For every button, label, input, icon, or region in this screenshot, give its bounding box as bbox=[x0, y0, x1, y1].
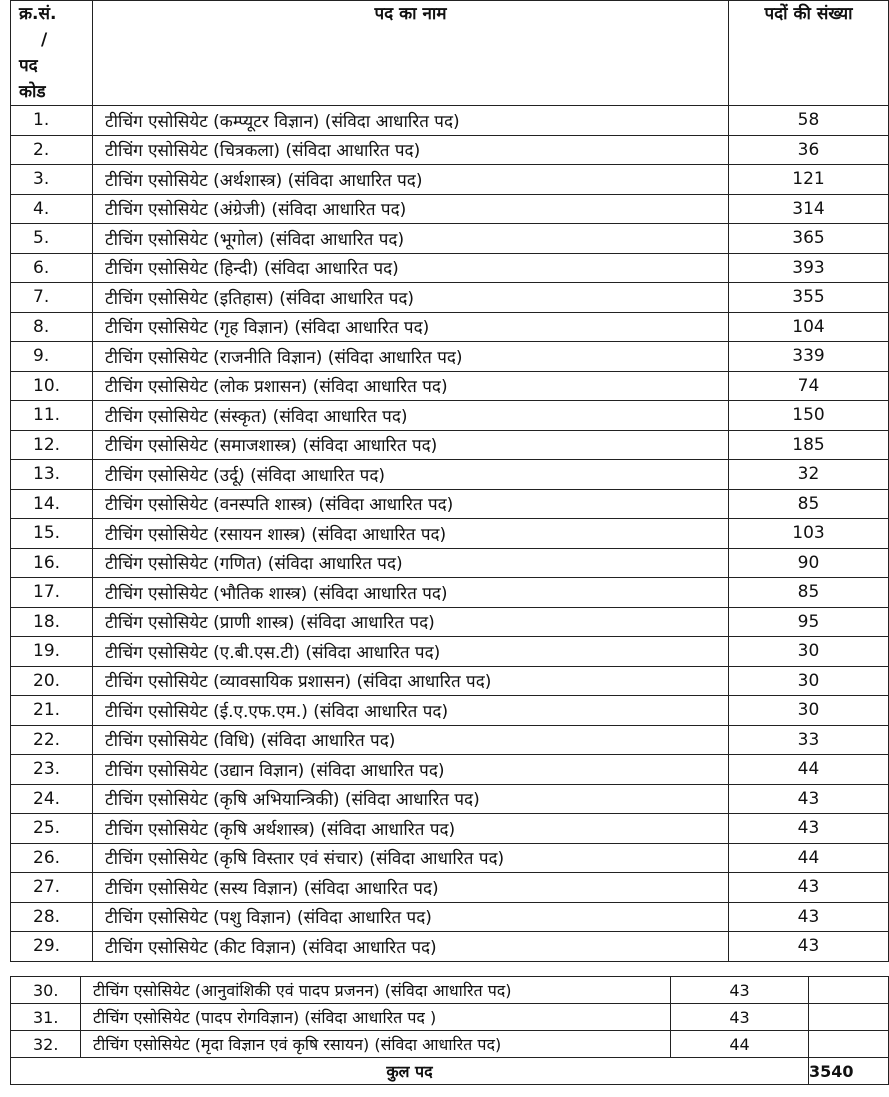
row-post-name: टीचिंग एसोसियेट (कृषि अर्थशास्त्र) (संविदा आधारित पद) bbox=[93, 814, 729, 844]
table-row bbox=[11, 460, 889, 490]
row-post-name: टीचिंग एसोसियेट (प्राणी शास्त्र) (संविदा आधारित पद) bbox=[93, 607, 729, 637]
row-post-count: 339 bbox=[729, 342, 889, 372]
row-serial-number: 31. bbox=[11, 1004, 81, 1031]
table-row bbox=[11, 607, 889, 637]
row-post-count: 44 bbox=[729, 755, 889, 785]
row-empty-cell bbox=[809, 1004, 889, 1031]
row-post-name: टीचिंग एसोसियेट (उर्दू) (संविदा आधारित पद) bbox=[93, 460, 729, 490]
row-serial-number: 9. bbox=[11, 342, 93, 372]
header-serial-code bbox=[11, 1, 93, 106]
row-serial-number: 3. bbox=[11, 165, 93, 195]
row-post-count: 85 bbox=[729, 578, 889, 608]
row-serial-number: 13. bbox=[11, 460, 93, 490]
row-post-count: 43 bbox=[729, 784, 889, 814]
table-row bbox=[11, 977, 889, 1004]
table-row bbox=[11, 253, 889, 283]
row-serial-number: 32. bbox=[11, 1031, 81, 1058]
row-serial-number: 2. bbox=[11, 135, 93, 165]
table-row bbox=[11, 784, 889, 814]
row-post-count: 30 bbox=[729, 637, 889, 667]
row-serial-number: 28. bbox=[11, 902, 93, 932]
row-post-name: टीचिंग एसोसियेट (गणित) (संविदा आधारित पद) bbox=[93, 548, 729, 578]
row-post-name: टीचिंग एसोसियेट (कम्प्यूटर विज्ञान) (संविदा आधारित पद) bbox=[93, 106, 729, 136]
row-serial-number: 23. bbox=[11, 755, 93, 785]
row-serial-number: 18. bbox=[11, 607, 93, 637]
row-post-count: 121 bbox=[729, 165, 889, 195]
row-serial-number: 14. bbox=[11, 489, 93, 519]
row-serial-number: 5. bbox=[11, 224, 93, 254]
header-serial-line: पद bbox=[19, 56, 38, 76]
table-row bbox=[11, 194, 889, 224]
row-post-count: 58 bbox=[729, 106, 889, 136]
header-serial-line: क्र.सं. bbox=[19, 4, 57, 24]
table-row bbox=[11, 814, 889, 844]
row-post-name: टीचिंग एसोसियेट (कृषि अभियान्त्रिकी) (संविदा आधारित पद) bbox=[93, 784, 729, 814]
row-serial-number: 27. bbox=[11, 873, 93, 903]
row-serial-number: 20. bbox=[11, 666, 93, 696]
row-post-count: 43 bbox=[671, 1004, 809, 1031]
row-post-name: टीचिंग एसोसियेट (वनस्पति शास्त्र) (संविदा आधारित पद) bbox=[93, 489, 729, 519]
table-row bbox=[11, 1031, 889, 1058]
header-post-name: पद का नाम bbox=[93, 1, 729, 106]
table-row bbox=[11, 932, 889, 962]
row-post-name: टीचिंग एसोसियेट (अंग्रेजी) (संविदा आधारित पद) bbox=[93, 194, 729, 224]
row-post-count: 32 bbox=[729, 460, 889, 490]
table-row bbox=[11, 489, 889, 519]
row-post-count: 43 bbox=[671, 977, 809, 1004]
row-post-name: टीचिंग एसोसियेट (चित्रकला) (संविदा आधारित पद) bbox=[93, 135, 729, 165]
row-post-count: 74 bbox=[729, 371, 889, 401]
posts-table-continued bbox=[10, 976, 889, 1085]
row-serial-number: 19. bbox=[11, 637, 93, 667]
row-post-count: 44 bbox=[729, 843, 889, 873]
row-post-name: टीचिंग एसोसियेट (हिन्दी) (संविदा आधारित पद) bbox=[93, 253, 729, 283]
row-post-name: टीचिंग एसोसियेट (मृदा विज्ञान एवं कृषि रसायन) (संविदा आधारित पद) bbox=[81, 1031, 671, 1058]
row-post-count: 43 bbox=[729, 902, 889, 932]
table-row bbox=[11, 843, 889, 873]
row-serial-number: 15. bbox=[11, 519, 93, 549]
row-post-count: 314 bbox=[729, 194, 889, 224]
row-post-count: 43 bbox=[729, 873, 889, 903]
row-post-name: टीचिंग एसोसियेट (इतिहास) (संविदा आधारित पद) bbox=[93, 283, 729, 313]
row-post-count: 103 bbox=[729, 519, 889, 549]
row-post-count: 85 bbox=[729, 489, 889, 519]
table-header-row bbox=[11, 1, 889, 106]
row-serial-number: 8. bbox=[11, 312, 93, 342]
row-post-name: टीचिंग एसोसियेट (पादप रोगविज्ञान) (संविदा आधारित पद ) bbox=[81, 1004, 671, 1031]
table-row bbox=[11, 725, 889, 755]
row-post-name: टीचिंग एसोसियेट (कृषि विस्तार एवं संचार) (संविदा आधारित पद) bbox=[93, 843, 729, 873]
row-serial-number: 7. bbox=[11, 283, 93, 313]
row-post-name: टीचिंग एसोसियेट (भूगोल) (संविदा आधारित पद) bbox=[93, 224, 729, 254]
row-post-count: 44 bbox=[671, 1031, 809, 1058]
row-post-count: 43 bbox=[729, 932, 889, 962]
row-empty-cell bbox=[809, 1031, 889, 1058]
header-post-count: पदों की संख्या bbox=[729, 1, 889, 106]
row-post-count: 90 bbox=[729, 548, 889, 578]
table-row bbox=[11, 430, 889, 460]
row-post-name: टीचिंग एसोसियेट (लोक प्रशासन) (संविदा आधारित पद) bbox=[93, 371, 729, 401]
table-row bbox=[11, 666, 889, 696]
table-row bbox=[11, 548, 889, 578]
table-row bbox=[11, 902, 889, 932]
row-serial-number: 29. bbox=[11, 932, 93, 962]
row-serial-number: 25. bbox=[11, 814, 93, 844]
table-row bbox=[11, 371, 889, 401]
row-post-count: 43 bbox=[729, 814, 889, 844]
row-post-name: टीचिंग एसोसियेट (संस्कृत) (संविदा आधारित पद) bbox=[93, 401, 729, 431]
table-row bbox=[11, 135, 889, 165]
posts-table bbox=[10, 0, 889, 962]
row-post-name: टीचिंग एसोसियेट (उद्यान विज्ञान) (संविदा आधारित पद) bbox=[93, 755, 729, 785]
row-serial-number: 16. bbox=[11, 548, 93, 578]
row-post-count: 365 bbox=[729, 224, 889, 254]
row-serial-number: 22. bbox=[11, 725, 93, 755]
table-row bbox=[11, 1004, 889, 1031]
row-serial-number: 30. bbox=[11, 977, 81, 1004]
table-row bbox=[11, 578, 889, 608]
row-serial-number: 24. bbox=[11, 784, 93, 814]
row-serial-number: 1. bbox=[11, 106, 93, 136]
row-serial-number: 4. bbox=[11, 194, 93, 224]
row-post-count: 150 bbox=[729, 401, 889, 431]
row-post-name: टीचिंग एसोसियेट (रसायन शास्त्र) (संविदा आधारित पद) bbox=[93, 519, 729, 549]
row-empty-cell bbox=[809, 977, 889, 1004]
total-label: कुल पद bbox=[11, 1058, 809, 1085]
table-row bbox=[11, 224, 889, 254]
row-post-name: टीचिंग एसोसियेट (राजनीति विज्ञान) (संविदा आधारित पद) bbox=[93, 342, 729, 372]
row-post-name: टीचिंग एसोसियेट (ए.बी.एस.टी) (संविदा आधारित पद) bbox=[93, 637, 729, 667]
table-row bbox=[11, 519, 889, 549]
header-serial-line: कोड bbox=[19, 82, 46, 102]
row-post-count: 355 bbox=[729, 283, 889, 313]
row-post-name: टीचिंग एसोसियेट (पशु विज्ञान) (संविदा आधारित पद) bbox=[93, 902, 729, 932]
row-post-name: टीचिंग एसोसियेट (व्यावसायिक प्रशासन) (संविदा आधारित पद) bbox=[93, 666, 729, 696]
row-post-name: टीचिंग एसोसियेट (आनुवांशिकी एवं पादप प्रजनन) (संविदा आधारित पद) bbox=[81, 977, 671, 1004]
table-row bbox=[11, 312, 889, 342]
row-post-name: टीचिंग एसोसियेट (ई.ए.एफ.एम.) (संविदा आधारित पद) bbox=[93, 696, 729, 726]
table-row bbox=[11, 342, 889, 372]
total-row bbox=[11, 1058, 889, 1085]
total-value: 3540 bbox=[809, 1058, 889, 1085]
table-row bbox=[11, 873, 889, 903]
row-post-count: 33 bbox=[729, 725, 889, 755]
table-row bbox=[11, 401, 889, 431]
row-serial-number: 10. bbox=[11, 371, 93, 401]
row-post-name: टीचिंग एसोसियेट (सस्य विज्ञान) (संविदा आधारित पद) bbox=[93, 873, 729, 903]
row-post-name: टीचिंग एसोसियेट (समाजशास्त्र) (संविदा आधारित पद) bbox=[93, 430, 729, 460]
table-row bbox=[11, 696, 889, 726]
table-row bbox=[11, 283, 889, 313]
row-post-name: टीचिंग एसोसियेट (कीट विज्ञान) (संविदा आधारित पद) bbox=[93, 932, 729, 962]
row-serial-number: 17. bbox=[11, 578, 93, 608]
row-post-name: टीचिंग एसोसियेट (अर्थशास्त्र) (संविदा आधारित पद) bbox=[93, 165, 729, 195]
table-row bbox=[11, 106, 889, 136]
row-post-name: टीचिंग एसोसियेट (विधि) (संविदा आधारित पद) bbox=[93, 725, 729, 755]
row-post-count: 30 bbox=[729, 696, 889, 726]
row-serial-number: 21. bbox=[11, 696, 93, 726]
table-row bbox=[11, 165, 889, 195]
table-row bbox=[11, 637, 889, 667]
header-serial-slash: / bbox=[41, 30, 48, 50]
row-post-count: 95 bbox=[729, 607, 889, 637]
row-serial-number: 6. bbox=[11, 253, 93, 283]
row-serial-number: 26. bbox=[11, 843, 93, 873]
row-post-count: 185 bbox=[729, 430, 889, 460]
row-post-count: 393 bbox=[729, 253, 889, 283]
row-post-count: 104 bbox=[729, 312, 889, 342]
row-serial-number: 11. bbox=[11, 401, 93, 431]
table-row bbox=[11, 755, 889, 785]
row-serial-number: 12. bbox=[11, 430, 93, 460]
row-post-name: टीचिंग एसोसियेट (भौतिक शास्त्र) (संविदा आधारित पद) bbox=[93, 578, 729, 608]
row-post-name: टीचिंग एसोसियेट (गृह विज्ञान) (संविदा आधारित पद) bbox=[93, 312, 729, 342]
row-post-count: 36 bbox=[729, 135, 889, 165]
row-post-count: 30 bbox=[729, 666, 889, 696]
